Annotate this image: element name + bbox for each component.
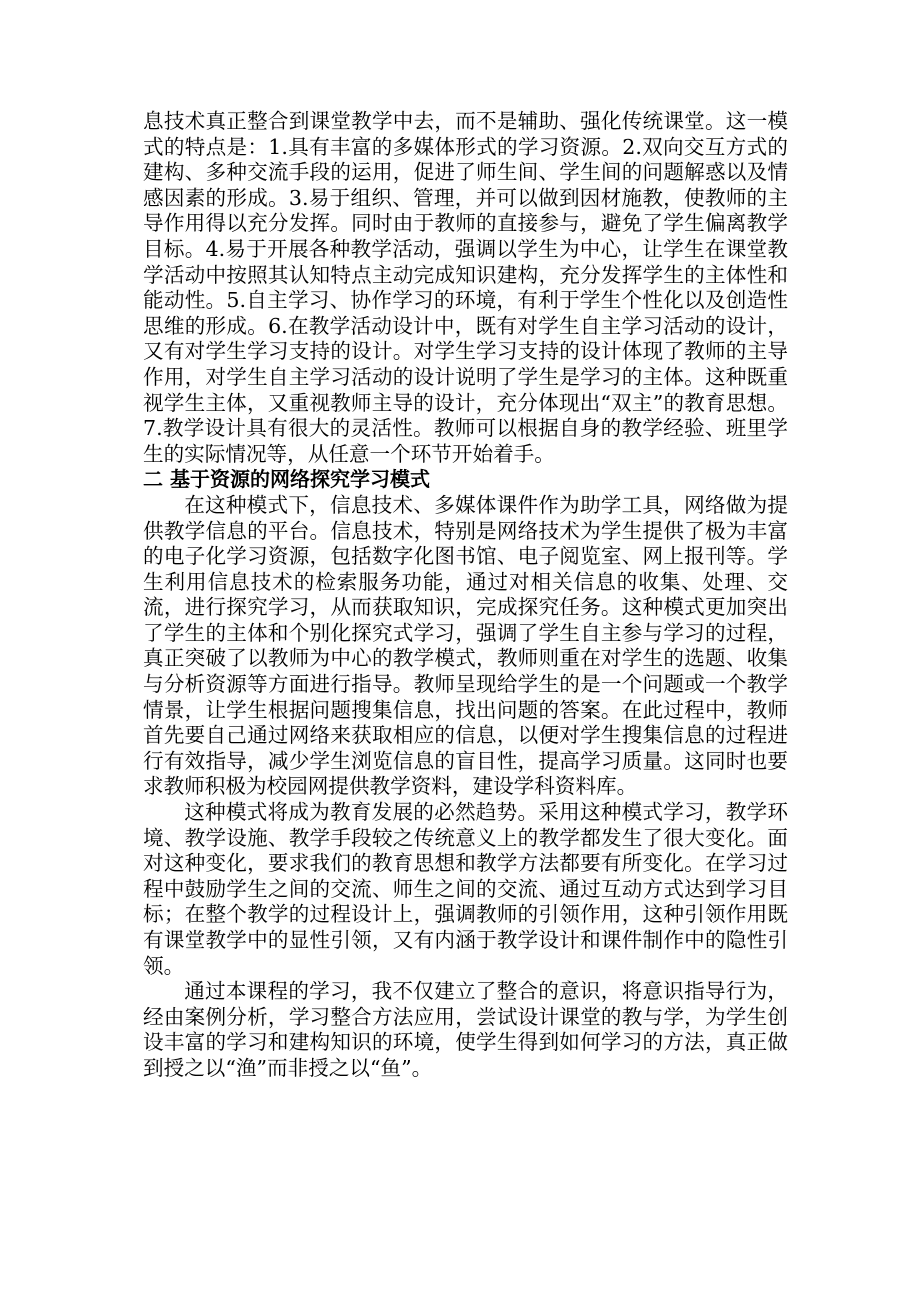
paragraph-features: 息技术真正整合到课堂教学中去，而不是辅助、强化传统课堂。这一模式的特点是：1.具有丰富的多媒体形式的学习资源。2.双向交互方式的建构、多种交流手段的运用，促进了师生间、学生间的问题解惑以及情感因素的形成。3.易于组织、管理，并可以做到因材施教，使教师的主导作用得以充分发挥。同时由于教师的直接参与，避免了学生偏离教学目标。4.易于开展各种教学活动，强调以学生为中心，让学生在课堂教学活动中按照其认知特点主动完成知识建构，充分发挥学生的主体性和能动性。5.自主学习、协作学习的环境，有利于学生个性化以及创造性思维的形成。6.在教学活动设计中，既有对学生自主学习活动的设计，又有对学生学习支持的设计。对学生学习支持的设计体现了教师的主导作用，对学生自主学习活动的设计说明了学生是学习的主体。这种既重视学生主体，又重视教师主导的设计，充分体现出“双主”的教育思想。7.教学设计具有很大的灵活性。教师可以根据自身的教学经验、班里学生的实际情况等，从任意一个环节开始着手。 <box>143 109 788 466</box>
paragraph-conclusion: 通过本课程的学习，我不仅建立了整合的意识，将意识指导行为，经由案例分析，学习整合方法应用，尝试设计课堂的教与学，为学生创设丰富的学习和建构知识的环境，使学生得到如何学习的方法，真正做到授之以“渔”而非授之以“鱼”。 <box>143 979 788 1080</box>
paragraph-trend: 这种模式将成为教育发展的必然趋势。采用这种模式学习，教学环境、教学设施、教学手段较之传统意义上的教学都发生了很大变化。面对这种变化，要求我们的教育思想和教学方法都要有所变化。在学习过程中鼓励学生之间的交流、师生之间的交流、通过互动方式达到学习目标；在整个教学的过程设计上，强调教师的引领作用，这种引领作用既有课堂教学中的显性引领，又有内涵于教学设计和课件制作中的隐性引领。 <box>143 800 788 978</box>
document-page <box>143 109 788 1082</box>
section-heading: 二 基于资源的网络探究学习模式 <box>143 467 430 492</box>
paragraph-resource-model: 在这种模式下，信息技术、多媒体课件作为助学工具，网络做为提供教学信息的平台。信息技术，特别是网络技术为学生提供了极为丰富的电子化学习资源，包括数字化图书馆、电子阅览室、网上报刊等。学生利用信息技术的检索服务功能，通过对相关信息的收集、处理、交流，进行探究学习，从而获取知识，完成探究任务。这种模式更加突出了学生的主体和个别化探究式学习，强调了学生自主参与学习的过程，真正突破了以教师为中心的教学模式，教师则重在对学生的选题、收集与分析资源等方面进行指导。教师呈现给学生的是一个问题或一个教学情景，让学生根据问题搜集信息，找出问题的答案。在此过程中，教师首先要自己通过网络来获取相应的信息，以便对学生搜集信息的过程进行有效指导，减少学生浏览信息的盲目性，提高学习质量。这同时也要求教师积极为校园网提供教学资料，建设学科资料库。 <box>143 492 788 799</box>
